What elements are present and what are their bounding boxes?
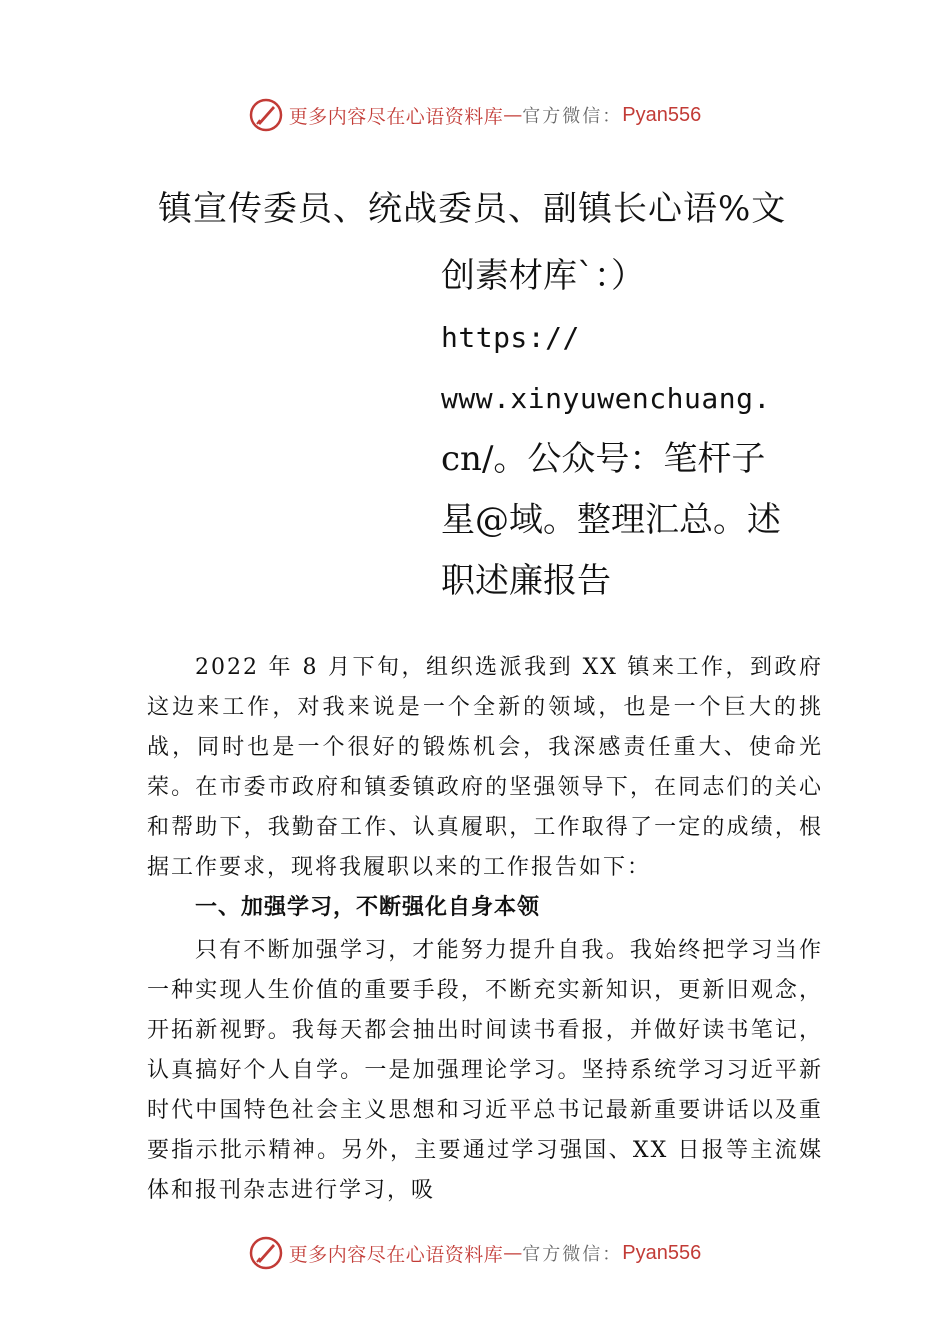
watermark-separator: — [503, 1242, 523, 1264]
watermark-separator: — [503, 104, 523, 126]
footer-watermark [0, 1233, 950, 1273]
quill-logo-icon [249, 1236, 283, 1270]
watermark-wechat-id: Pyan556 [622, 103, 702, 126]
title-line-5: cn/。公众号：笔杆子 [441, 439, 766, 479]
header-watermark [0, 95, 950, 135]
watermark-wechat-label: 官方微信： [522, 1244, 623, 1265]
title-url-part-2: www.xinyuwenchuang. [441, 382, 771, 415]
paragraph-intro: 2022 年 8 月下旬，组织选派我到 XX 镇来工作，到政府这边来工作，对我来说是一个全新的领域，也是一个巨大的挑战，同时也是一个很好的锻炼机会，我深感责任重大、使命光荣。在市委市政府和镇委镇政府的坚强领导下，在同志们的关心和帮助下，我勤奋工作、认真履职，工作取得了一定的成绩，根据工作要求，现将我履职以来的工作报告如下： [147, 655, 823, 880]
title-continuation [441, 246, 781, 612]
title-url-part-1: https:// [441, 321, 580, 354]
watermark-text: 更多内容尽在心语资料库 [288, 1243, 504, 1266]
watermark-wechat-label: 官方微信： [522, 106, 623, 127]
watermark-wechat-id: Pyan556 [622, 1241, 702, 1264]
body-section-intro [147, 648, 823, 888]
title-line-2: 创素材库`：） [441, 256, 645, 296]
quill-logo-icon [249, 98, 283, 132]
section-heading: 一、加强学习，不断强化自身本领 [195, 895, 541, 920]
title-line-6: 星@域。整理汇总。述 [441, 500, 781, 540]
document-title: 镇宣传委员、统战委员、副镇长心语%文 [158, 189, 787, 229]
title-line-7: 职述廉报告 [441, 561, 611, 601]
watermark-text: 更多内容尽在心语资料库 [288, 105, 504, 128]
body-section-study [147, 931, 823, 1211]
paragraph-study: 只有不断加强学习，才能努力提升自我。我始终把学习当作一种实现人生价值的重要手段，不断充实新知识，更新旧观念，开拓新视野。我每天都会抽出时间读书看报，并做好读书笔记，认真搞好个人自学。一是加强理论学习。坚持系统学习习近平新时代中国特色社会主义思想和习近平总书记最新重要讲话以及重要指示批示精神。另外，主要通过学习强国、XX 日报等主流媒体和报刊杂志进行学习，吸 [147, 938, 823, 1203]
